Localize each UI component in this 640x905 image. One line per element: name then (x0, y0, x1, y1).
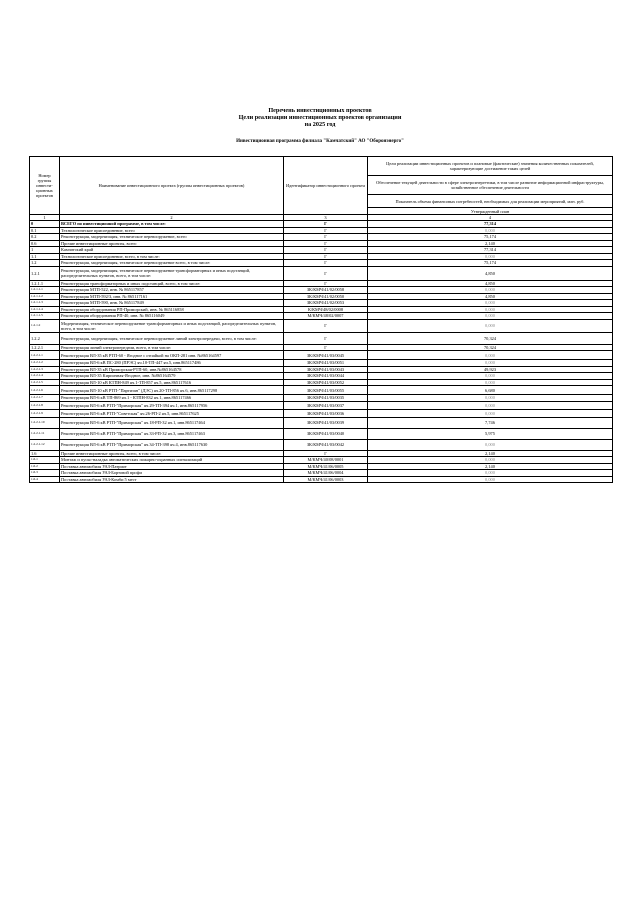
row-id: Г (284, 253, 368, 260)
row-value: 0,000 (368, 476, 613, 483)
colnum-1: 1 (30, 215, 60, 221)
row-name: Прочие инвестиционные проекты, всего, в том числе: (60, 450, 284, 457)
row-id: К/КМЧ/48/02/0008 (284, 306, 368, 313)
header-plan: Утвержденный план (368, 208, 613, 215)
header-name: Наименование инвестиционного проекта (группы инвестиционных проектов) (60, 157, 284, 215)
header-indicator: Показатель объема финансовых потребностей, необходимых для реализации мероприятий, млн. руб. (368, 195, 613, 208)
row-value: 0,000 (368, 319, 613, 332)
row-value: 4,850 (368, 293, 613, 300)
row-num: 1.6.2 (30, 463, 60, 470)
row-name: Модернизация, техническое перевооружение трансформаторных и иных подстанций, распределительных пунктов, всего, в том числе: (60, 319, 284, 332)
row-name: Реконструкция ВЛ-6 кВ ПС-280 (ПРЭС) яч.10-ТП-447 яч.5, инв.865117486 (60, 360, 284, 367)
row-id: ЗК/КМЧ/41/03/0036 (284, 409, 368, 417)
row-value: 4,850 (368, 280, 613, 287)
row-num: 1.2.2.1.4 (30, 373, 60, 380)
row-num: 1.2 (30, 260, 60, 267)
row-id: Г (284, 450, 368, 457)
row-num: 1.2.2.1.10 (30, 417, 60, 428)
program-name: Инвестиционная программа филиала "Камчатский" АО "Оборонэнерго" (236, 139, 404, 144)
row-value: 0,000 (368, 351, 613, 360)
row-value: 0,000 (368, 306, 613, 313)
row-value: 0,000 (368, 300, 613, 307)
table-row (30, 386, 613, 395)
row-num: 0.1 (30, 227, 60, 234)
row-id: М/КМЧ/40/08/0001 (284, 457, 368, 464)
row-id: ЗК/КМЧ/41/03/0035 (284, 395, 368, 402)
row-num: 1.2.2.1.3 (30, 366, 60, 373)
row-num: 1.2.1.1 (30, 280, 60, 287)
row-name: Реконструкция оборудования РП-40, инв. № 865116049 (60, 313, 284, 320)
row-name: Реконструкция линий электропередачи, всего, в том числе: (60, 344, 284, 351)
row-name: Реконструкция оборудования РП-Приморский, инв. № 865116858 (60, 306, 284, 313)
row-value: 2,140 (368, 463, 613, 470)
header-id: Идентификатор инвестиционного проекта (284, 157, 368, 215)
row-name: Реконструкция трансформаторных и иных подстанций, всего, в том числе: (60, 280, 284, 287)
row-num: 1.6.4 (30, 476, 60, 483)
row-name: Реконструкция, модернизация, техническое перевооружение всего, в том числе: (60, 260, 284, 267)
row-value: 0,000 (368, 401, 613, 409)
row-value: 0,000 (368, 253, 613, 260)
row-name: Реконструкция, модернизация, техническое перевооружение, всего (60, 234, 284, 241)
row-name: Технологическое присоединение, всего (60, 227, 284, 234)
row-value: 77,314 (368, 247, 613, 254)
row-id: М/КМЧ/41/06/0003 (284, 476, 368, 483)
row-name: Реконструкция ВЛ-35 кВ Приморская-РТП-60, инв.№865164578 (60, 366, 284, 373)
row-name: Реконструкция ВЛ-6 кВ РТП-"Приморская" яч.34-ТП-398 яч.4, инв.865117630 (60, 439, 284, 450)
row-value: 6,680 (368, 386, 613, 395)
colnum-3: 3 (284, 215, 368, 221)
row-id: М/КМЧ/48/02/0007 (284, 313, 368, 320)
table-row (30, 428, 613, 439)
row-name: Реконструкция, модернизация, техническое перевооружение линий электропередачи, всего, в том числе: (60, 332, 284, 344)
row-num: 1.6.3 (30, 470, 60, 477)
row-name: Реконструкция ВЛ-35 кВ РТП-60 - Ягодное с отпайкой на ОКП-281 инв. №865164597 (60, 351, 284, 360)
row-value: 0,000 (368, 287, 613, 294)
row-name: Реконструкция ВЛ-10 кВ КТПН-849 яч.1-ТП-857 яч.5, инв.865117616 (60, 379, 284, 386)
row-name: Монтаж и пуско-наладка автоматических пожарно-охранных сигнализаций (60, 457, 284, 464)
row-num: 1.2.1.1.5 (30, 313, 60, 320)
row-id: Г (284, 221, 368, 228)
row-value: 70,324 (368, 332, 613, 344)
row-name: Поставка автомобиля УАЗ-Бортовой профи (60, 470, 284, 477)
row-num: 1.6 (30, 450, 60, 457)
row-value: 0,000 (368, 227, 613, 234)
row-name: Реконструкция ВЛ-6 кВ РТП-"Советская" яч.26-РП-2 яч.5, инв.865117625 (60, 409, 284, 417)
row-name: Реконструкция ВЛ-35 Кирпичная-Ягодное, инв. №865164579 (60, 373, 284, 380)
row-value: 75,174 (368, 260, 613, 267)
row-num: 1.1 (30, 253, 60, 260)
table-row (30, 332, 613, 344)
row-value: 2,140 (368, 240, 613, 247)
row-id: Г (284, 260, 368, 267)
row-name: Технологическое присоединение, всего, в том числе: (60, 253, 284, 260)
header-goal-sub: Обеспечение текущей деятельности в сфере электроэнергетики, в том числе развитие информационной инфраструктуры, хозяйственное обеспечение деятельности (368, 176, 613, 195)
row-value: 70,324 (368, 344, 613, 351)
row-num: 1.2.1.2 (30, 319, 60, 332)
row-id: ЗК/КМЧ/41/03/0039 (284, 417, 368, 428)
row-num: 1.2.1.1.2 (30, 293, 60, 300)
row-num: 1 (30, 247, 60, 254)
table-row (30, 417, 613, 428)
table-row (30, 476, 613, 483)
row-num: 1.2.2.1.7 (30, 395, 60, 402)
row-value: 0,000 (368, 470, 613, 477)
row-num: 1.2.2.1.2 (30, 360, 60, 367)
row-name: Реконструкция МТП-522, инв. № 865117857 (60, 287, 284, 294)
row-name: Реконструкция МТП-592/3, инв. № 865117161 (60, 293, 284, 300)
row-id: ЗК/КМЧ/41/03/0040 (284, 428, 368, 439)
row-id: М/КМЧ/41/06/0005 (284, 463, 368, 470)
row-id: ЗК/КМЧ/41/03/0043 (284, 366, 368, 373)
row-id: Г (284, 332, 368, 344)
row-num: 1.2.1.1.1 (30, 287, 60, 294)
row-value: 5,975 (368, 428, 613, 439)
row-num: 1.2.2.1.11 (30, 428, 60, 439)
table-row (30, 266, 613, 280)
row-name: Поставка автомобиля УАЗ-Комби 5 мест (60, 476, 284, 483)
row-id: Г (284, 234, 368, 241)
row-id: ЗК/КМЧ/41/03/0055 (284, 386, 368, 395)
row-id: ЗК/КМЧ/41/03/0045 (284, 351, 368, 360)
row-name: Реконструкция ВЛ-6 кВ РТП-"Приморская" яч.33-РП-32 яч.3, инв.865117463 (60, 428, 284, 439)
row-name: Реконструкция ВЛ-10 кВ РТП-"Партизан" (ДЭС) яч.20-ТП-856 яч.6, инв.865117298 (60, 386, 284, 395)
row-id: Г (284, 344, 368, 351)
row-name: Реконструкция, модернизация, техническое перевооружение трансформаторных и иных подстанций, распределительных пунктов, всего, в том числе: (60, 266, 284, 280)
row-id: ЗК/КМЧ/41/03/0051 (284, 360, 368, 367)
row-num: 1.2.2 (30, 332, 60, 344)
row-num: 1.2.1.1.3 (30, 300, 60, 307)
row-id: ЗК/КМЧ/41/03/0037 (284, 401, 368, 409)
row-num: 0.2 (30, 234, 60, 241)
row-value: 2,140 (368, 450, 613, 457)
row-name: Реконструкция ВЛ-6 кВ РТП-"Приморская" яч.18-РП-32 яч.1, инв.865117464 (60, 417, 284, 428)
row-id: ЗК/КМЧ/41/02/0050 (284, 293, 368, 300)
row-value: 7,746 (368, 417, 613, 428)
row-name: Реконструкция МТП-590, инв. № 865117849 (60, 300, 284, 307)
row-id: Г (284, 280, 368, 287)
header-goal: Цели реализации инвестиционных проектов и плановые (фактические) значения количественных показателей, характеризующие достижение таких целей (368, 157, 613, 176)
row-num: 1.2.2.1.5 (30, 379, 60, 386)
row-num: 0.6 (30, 240, 60, 247)
row-value: 0,000 (368, 313, 613, 320)
row-num: 1.2.2.1 (30, 344, 60, 351)
row-id: Г (284, 247, 368, 254)
row-value: 75,174 (368, 234, 613, 241)
row-name: Реконструкция ВЛ-6 кВ РТП-"Приморская" яч.29-ТП-394 яч.1, инв.865117956 (60, 401, 284, 409)
table-row (30, 401, 613, 409)
row-value: 0,000 (368, 360, 613, 367)
header-num: Номер группы инвести-ционных проектов (30, 157, 60, 215)
row-id: ЗК/КМЧ/41/03/0052 (284, 379, 368, 386)
row-num: 1.2.1 (30, 266, 60, 280)
row-value: 49,923 (368, 366, 613, 373)
row-id: Г (284, 227, 368, 234)
row-name: Камчатский край (60, 247, 284, 254)
table-row (30, 319, 613, 332)
row-num: 1.2.2.1.6 (30, 386, 60, 395)
doc-title-line1: Перечень инвестиционных проектов (268, 107, 372, 114)
row-num: 1.2.2.1.9 (30, 409, 60, 417)
row-num: 1.2.1.1.4 (30, 306, 60, 313)
doc-title-line2: Цели реализации инвестиционных проектов организации (238, 114, 402, 121)
row-name: Поставка автомобиля УАЗ-Патриот (60, 463, 284, 470)
row-num: 0 (30, 221, 60, 228)
table-row (30, 409, 613, 417)
row-value: 0,000 (368, 379, 613, 386)
row-value: 77,314 (368, 221, 613, 228)
table-row (30, 351, 613, 360)
row-id: ЗК/КМЧ/41/02/0058 (284, 287, 368, 294)
projects-table (29, 156, 613, 483)
row-num: 1.6.1 (30, 457, 60, 464)
table-row (30, 439, 613, 450)
row-id: ЗК/КМЧ/41/03/0042 (284, 439, 368, 450)
row-id: Г (284, 319, 368, 332)
row-num: 1.2.2.1.1 (30, 351, 60, 360)
row-num: 1.2.2.1.12 (30, 439, 60, 450)
row-id: М/КМЧ/41/06/0004 (284, 470, 368, 477)
row-num: 1.2.2.1.8 (30, 401, 60, 409)
row-value: 0,000 (368, 373, 613, 380)
row-name: ВСЕГО по инвестиционной программе, в том числе: (60, 221, 284, 228)
row-id: Г (284, 266, 368, 280)
row-name: Реконструкция ВЛ-6 кВ ТП-869 яч.1 - КТПН-832 яч.1, инв.865117466 (60, 395, 284, 402)
row-id: ЗК/КМЧ/41/03/0044 (284, 373, 368, 380)
row-value: 0,000 (368, 457, 613, 464)
row-value: 0,000 (368, 439, 613, 450)
row-value: 4,850 (368, 266, 613, 280)
row-name: Прочие инвестиционные проекты, всего (60, 240, 284, 247)
row-value: 0,000 (368, 395, 613, 402)
colnum-4: 4 (368, 215, 613, 221)
row-id: ЗК/КМЧ/41/02/0053 (284, 300, 368, 307)
doc-title-line3: на 2025 год (304, 121, 336, 128)
colnum-2: 2 (60, 215, 284, 221)
row-id: Г (284, 240, 368, 247)
row-value: 0,000 (368, 409, 613, 417)
